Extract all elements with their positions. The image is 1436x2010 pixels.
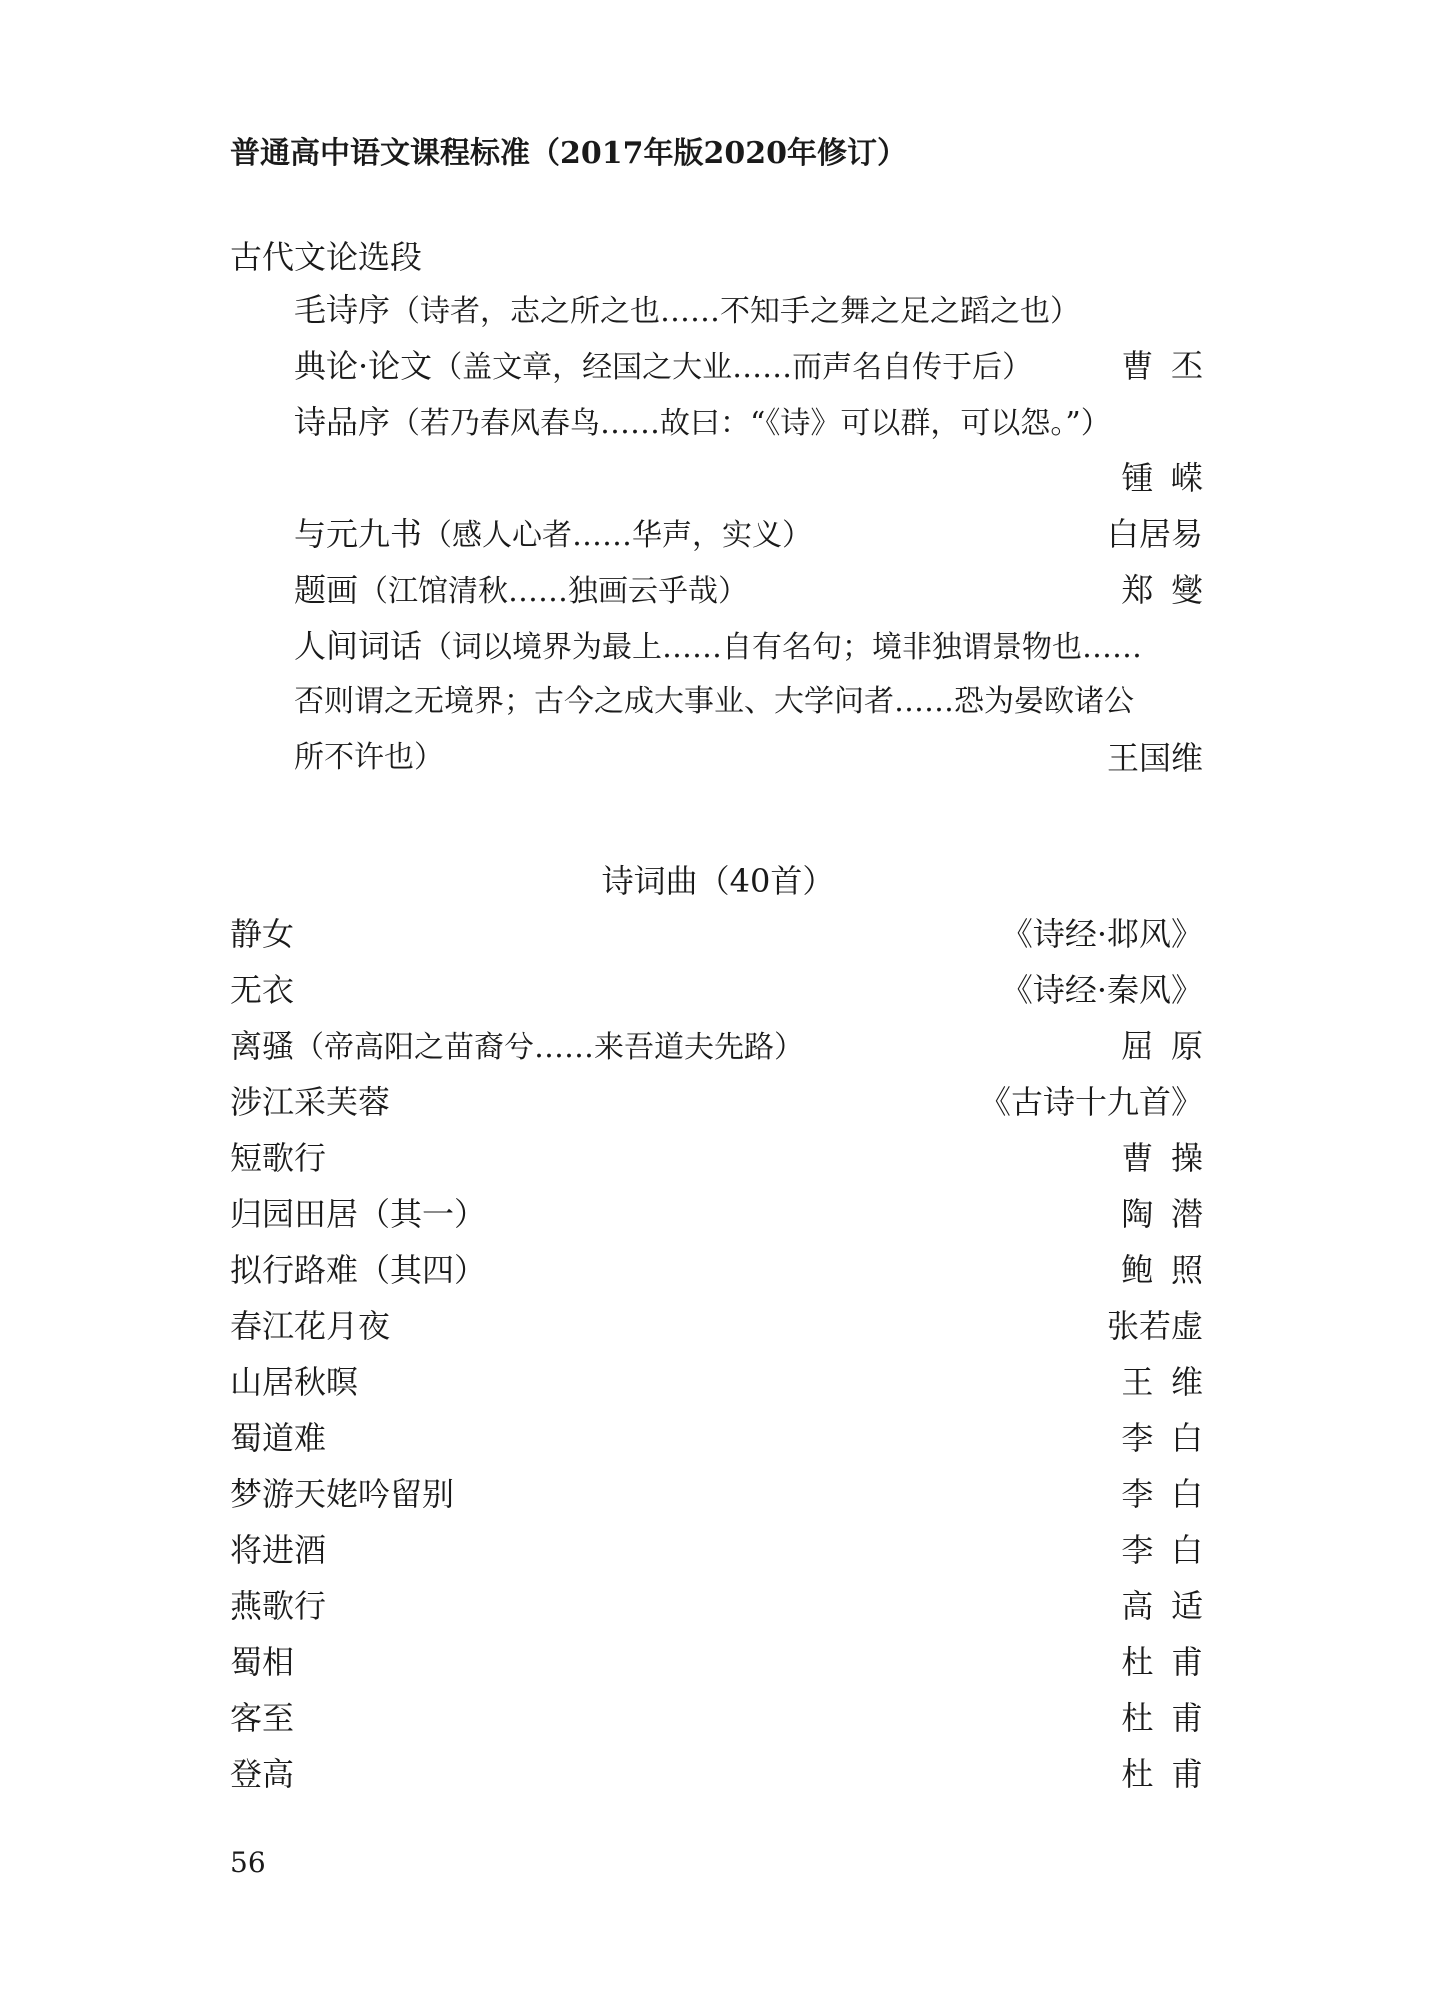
poem-author: 杜甫 — [1121, 1643, 1221, 1681]
list-item — [230, 1414, 1221, 1462]
poem-title: 蜀道难 — [230, 1419, 327, 1457]
list-item — [294, 342, 1221, 390]
entry-author: 白居易 — [1106, 515, 1203, 553]
list-item — [230, 1022, 1221, 1070]
poem-title: 静女 — [230, 915, 295, 953]
poem-author: 王维 — [1121, 1363, 1221, 1401]
section-heading-poems: 诗词曲（40首） — [601, 862, 835, 900]
list-item — [230, 1694, 1221, 1742]
poem-title: 拟行路难（其四） — [230, 1251, 487, 1289]
entry-excerpt: （江馆清秋……独画云乎哉） — [358, 574, 749, 609]
entry-excerpt-continued: 否则谓之无境界；古今之成大事业、大学问者……恐为晏欧诸公 — [294, 684, 1134, 719]
list-item — [294, 286, 1203, 334]
entry-author: 锺嵘 — [1121, 459, 1221, 497]
list-item — [294, 566, 1221, 614]
poem-source: 《古诗十九首》 — [978, 1083, 1203, 1121]
poem-title: 春江花月夜 — [230, 1307, 391, 1345]
entry-title: 诗品序 — [294, 403, 391, 441]
poem-title: 涉江采芙蓉 — [230, 1083, 391, 1121]
list-item — [230, 1078, 1203, 1126]
entry-excerpt-continued: 所不许也） — [294, 740, 444, 775]
list-item — [230, 1470, 1221, 1518]
poem-author: 张若虚 — [1106, 1307, 1203, 1345]
poem-author: 李白 — [1121, 1531, 1221, 1569]
page-number: 56 — [230, 1846, 266, 1879]
list-item — [294, 398, 1203, 446]
list-item — [230, 1302, 1203, 1350]
entry-excerpt: （盖文章，经国之大业……而声名自传于后） — [432, 350, 1033, 385]
poem-author: 杜甫 — [1121, 1699, 1221, 1737]
poem-excerpt: （帝高阳之苗裔兮……来吾道夫先路） — [294, 1030, 805, 1065]
poem-author: 杜甫 — [1121, 1755, 1221, 1793]
list-item — [230, 910, 1203, 958]
poem-author: 高适 — [1121, 1587, 1221, 1625]
poem-title: 蜀相 — [230, 1643, 295, 1681]
list-item — [230, 1190, 1221, 1238]
entry-author: 王国维 — [1106, 739, 1203, 777]
poem-source: 《诗经·邶风》 — [1000, 915, 1203, 953]
poem-author: 李白 — [1121, 1419, 1221, 1457]
poem-title: 登高 — [230, 1755, 295, 1793]
poem-title: 无衣 — [230, 971, 295, 1009]
poem-author: 李白 — [1121, 1475, 1221, 1513]
poem-title: 短歌行 — [230, 1139, 327, 1177]
list-item — [294, 622, 1203, 670]
poem-author: 鲍照 — [1121, 1251, 1221, 1289]
list-item — [230, 1246, 1221, 1294]
poem-author: 陶潜 — [1121, 1195, 1221, 1233]
list-item — [230, 1638, 1221, 1686]
entry-author: 曹丕 — [1121, 347, 1221, 385]
poem-title: 离骚 — [230, 1027, 295, 1065]
section-heading-classical: 古代文论选段 — [230, 238, 423, 276]
entry-excerpt: （若乃春风春鸟……故曰：“《诗》可以群，可以怨。”） — [390, 406, 1111, 441]
entry-author: 郑燮 — [1121, 571, 1221, 609]
running-header: 普通高中语文课程标准（2017年版2020年修订） — [230, 136, 907, 171]
entry-title: 题画 — [294, 571, 359, 609]
list-item — [294, 734, 1203, 782]
entry-title: 人间词话 — [294, 627, 423, 665]
entry-title: 与元九书 — [294, 515, 423, 553]
list-item — [230, 1526, 1221, 1574]
entry-excerpt: （词以境界为最上……自有名句；境非独谓景物也…… — [422, 630, 1143, 665]
poem-title: 山居秋暝 — [230, 1363, 359, 1401]
entry-excerpt: （诗者，志之所之也……不知手之舞之足之蹈之也） — [390, 294, 1081, 329]
list-item — [230, 1358, 1221, 1406]
poem-author: 曹操 — [1121, 1139, 1221, 1177]
poem-title: 燕歌行 — [230, 1587, 327, 1625]
list-item — [230, 966, 1203, 1014]
poem-author: 屈原 — [1121, 1027, 1221, 1065]
list-item — [230, 1750, 1221, 1798]
poem-title: 将进酒 — [230, 1531, 327, 1569]
poem-title: 客至 — [230, 1699, 295, 1737]
poem-source: 《诗经·秦风》 — [1000, 971, 1203, 1009]
list-item — [230, 1582, 1221, 1630]
list-item — [294, 454, 1221, 502]
list-item — [230, 1134, 1221, 1182]
entry-title: 毛诗序 — [294, 291, 391, 329]
entry-excerpt: （感人心者……华声，实义） — [422, 518, 813, 553]
poem-title: 归园田居（其一） — [230, 1195, 487, 1233]
entry-title: 典论·论文 — [294, 347, 433, 385]
poem-title: 梦游天姥吟留别 — [230, 1475, 455, 1513]
list-item — [294, 510, 1203, 558]
